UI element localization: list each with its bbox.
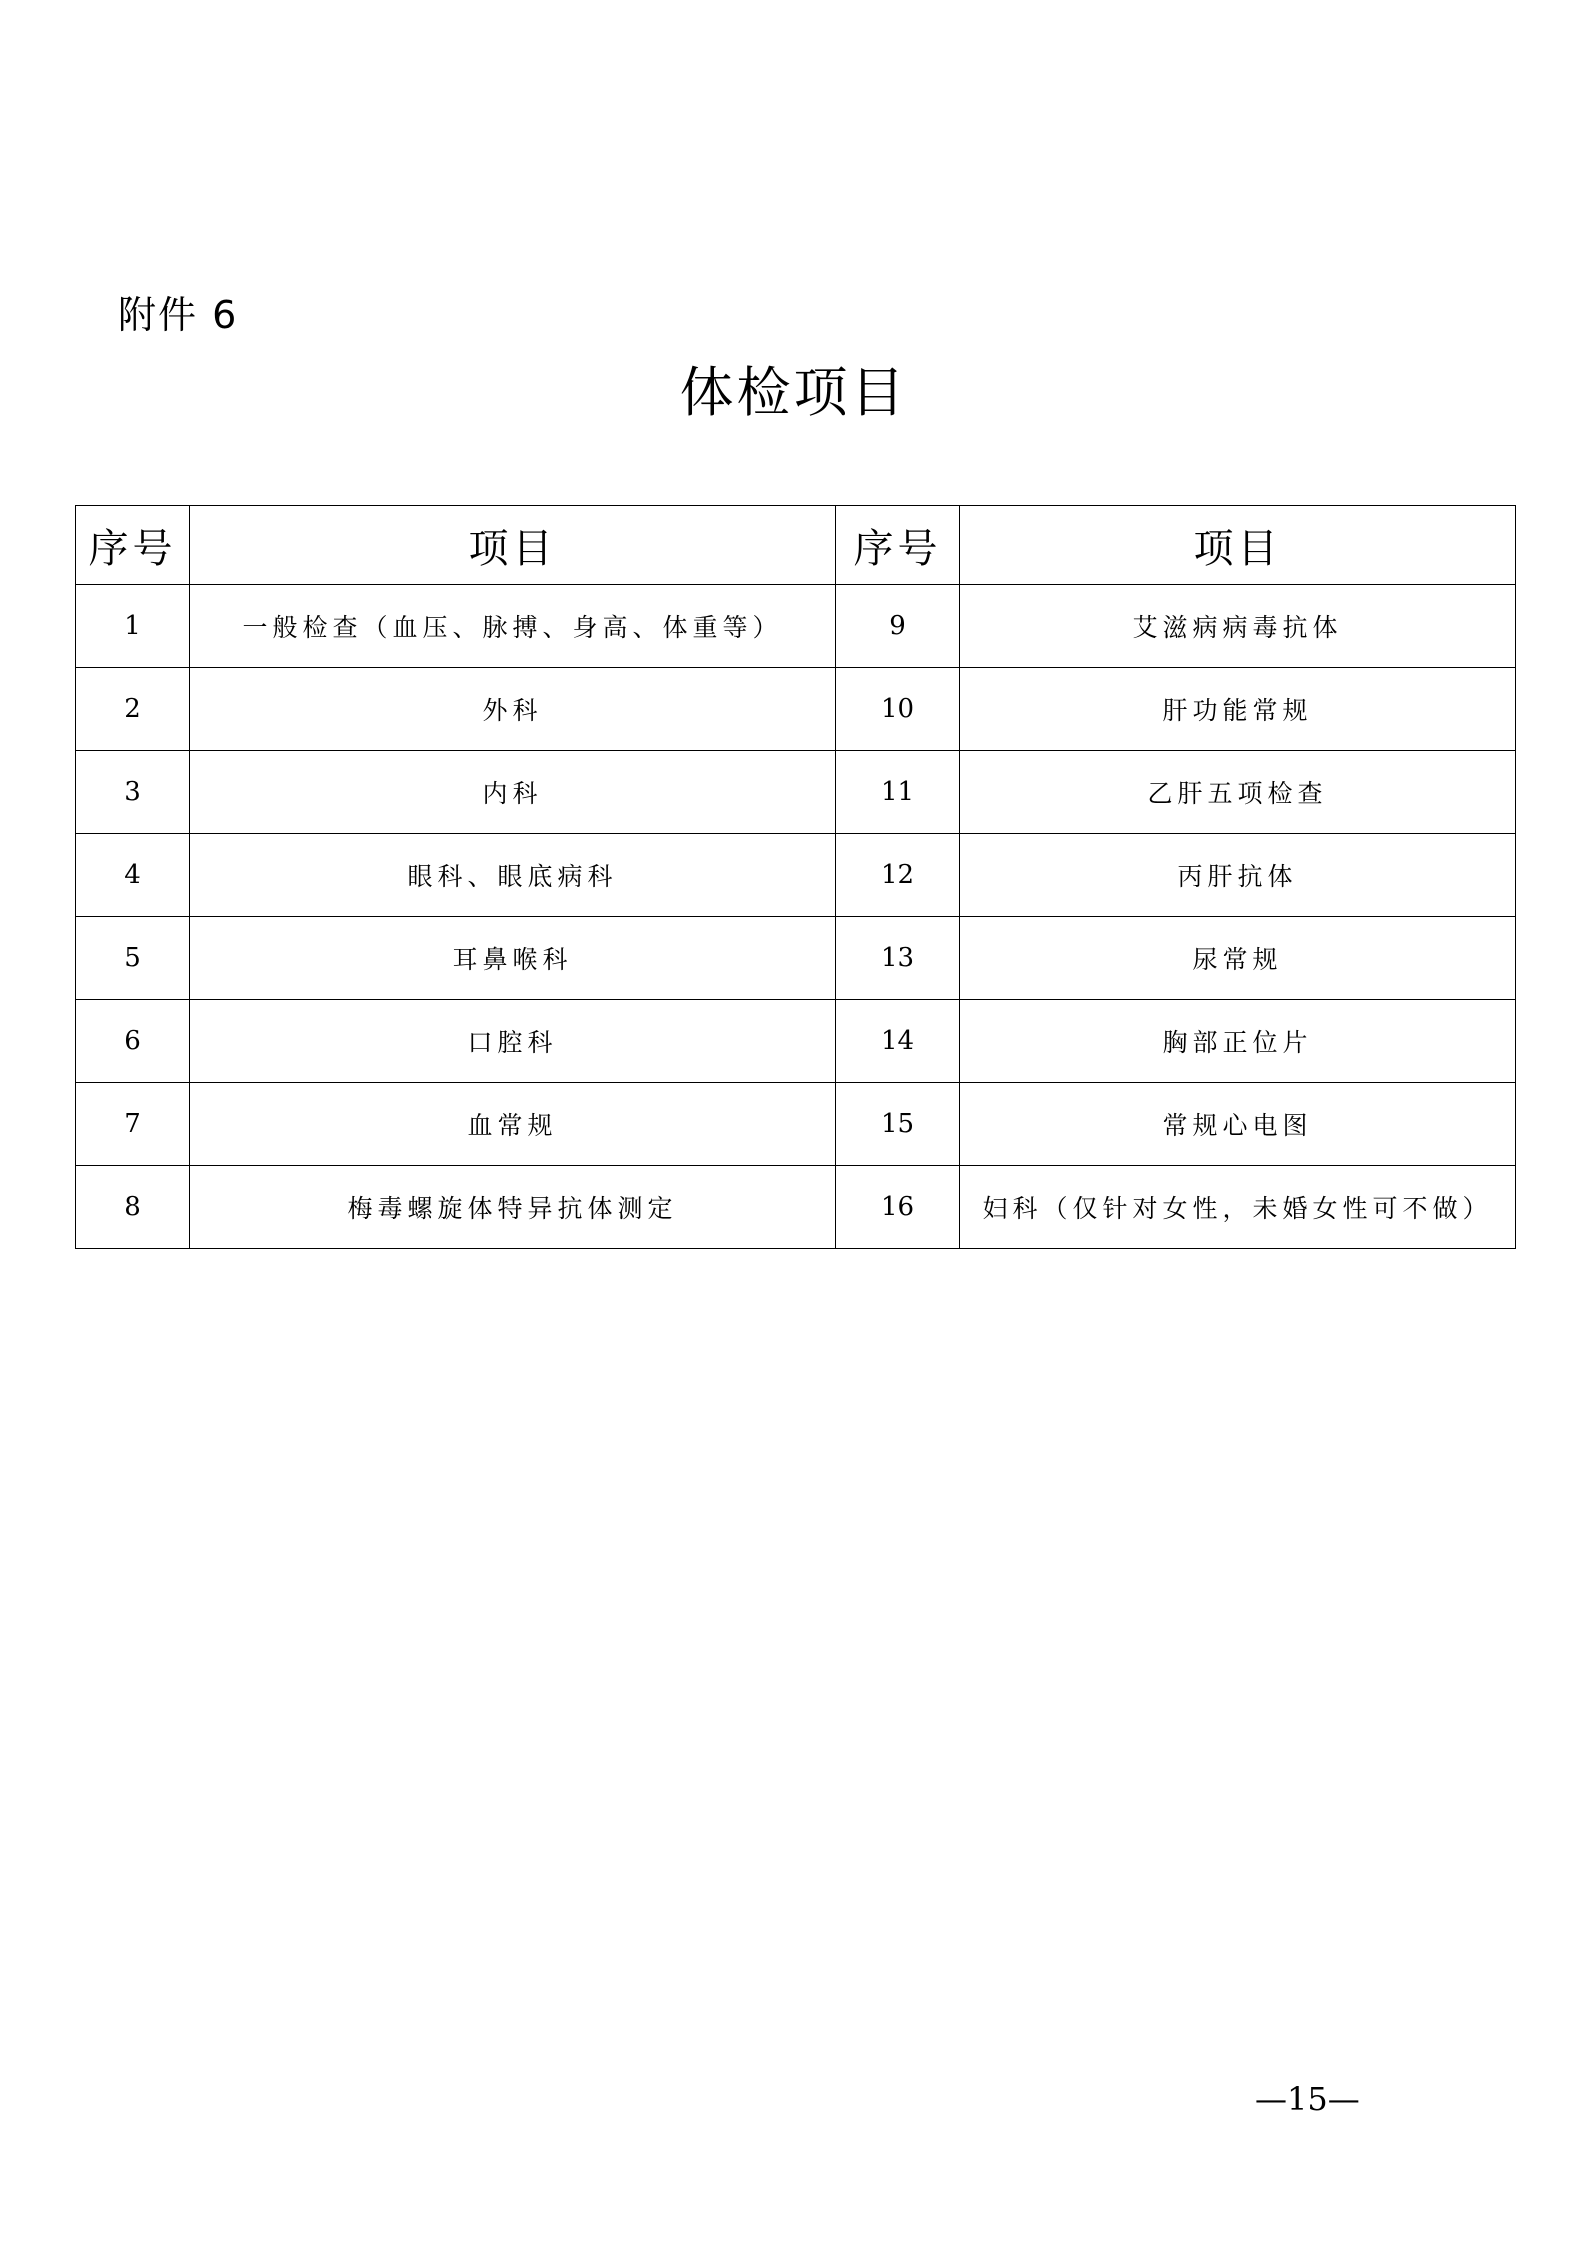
table-row	[76, 1000, 1516, 1083]
table-row	[76, 668, 1516, 751]
item-cell: 耳鼻喉科	[190, 917, 836, 1000]
table-row	[76, 834, 1516, 917]
attachment-label: 附件 6	[118, 293, 239, 337]
serial-cell: 4	[76, 834, 190, 917]
header-item-left: 项目	[190, 506, 836, 585]
table-row	[76, 1083, 1516, 1166]
item-cell: 丙肝抗体	[960, 834, 1516, 917]
serial-cell: 16	[836, 1166, 960, 1249]
header-item-right: 项目	[960, 506, 1516, 585]
item-cell: 内科	[190, 751, 836, 834]
serial-cell: 13	[836, 917, 960, 1000]
item-cell: 外科	[190, 668, 836, 751]
item-cell: 肝功能常规	[960, 668, 1516, 751]
serial-cell: 14	[836, 1000, 960, 1083]
serial-cell: 5	[76, 917, 190, 1000]
table-header-row	[76, 506, 1516, 585]
table-row	[76, 751, 1516, 834]
header-serial-left: 序号	[76, 506, 190, 585]
serial-cell: 3	[76, 751, 190, 834]
item-cell: 尿常规	[960, 917, 1516, 1000]
item-cell: 眼科、眼底病科	[190, 834, 836, 917]
table-row	[76, 585, 1516, 668]
item-cell: 血常规	[190, 1083, 836, 1166]
item-cell: 一般检查（血压、脉搏、身高、体重等）	[190, 585, 836, 668]
serial-cell: 15	[836, 1083, 960, 1166]
serial-cell: 8	[76, 1166, 190, 1249]
serial-cell: 12	[836, 834, 960, 917]
item-cell: 梅毒螺旋体特异抗体测定	[190, 1166, 836, 1249]
exam-items-table	[75, 505, 1516, 1249]
serial-cell: 11	[836, 751, 960, 834]
page-title: 体检项目	[679, 361, 908, 424]
item-cell: 胸部正位片	[960, 1000, 1516, 1083]
serial-cell: 6	[76, 1000, 190, 1083]
header-serial-right: 序号	[836, 506, 960, 585]
table-row	[76, 917, 1516, 1000]
item-cell: 乙肝五项检查	[960, 751, 1516, 834]
item-cell: 口腔科	[190, 1000, 836, 1083]
serial-cell: 1	[76, 585, 190, 668]
page-number: —15—	[1255, 2080, 1360, 2118]
serial-cell: 9	[836, 585, 960, 668]
table-row	[76, 1166, 1516, 1249]
item-cell: 妇科（仅针对女性，未婚女性可不做）	[960, 1166, 1516, 1249]
serial-cell: 2	[76, 668, 190, 751]
item-cell: 常规心电图	[960, 1083, 1516, 1166]
serial-cell: 10	[836, 668, 960, 751]
serial-cell: 7	[76, 1083, 190, 1166]
item-cell: 艾滋病病毒抗体	[960, 585, 1516, 668]
